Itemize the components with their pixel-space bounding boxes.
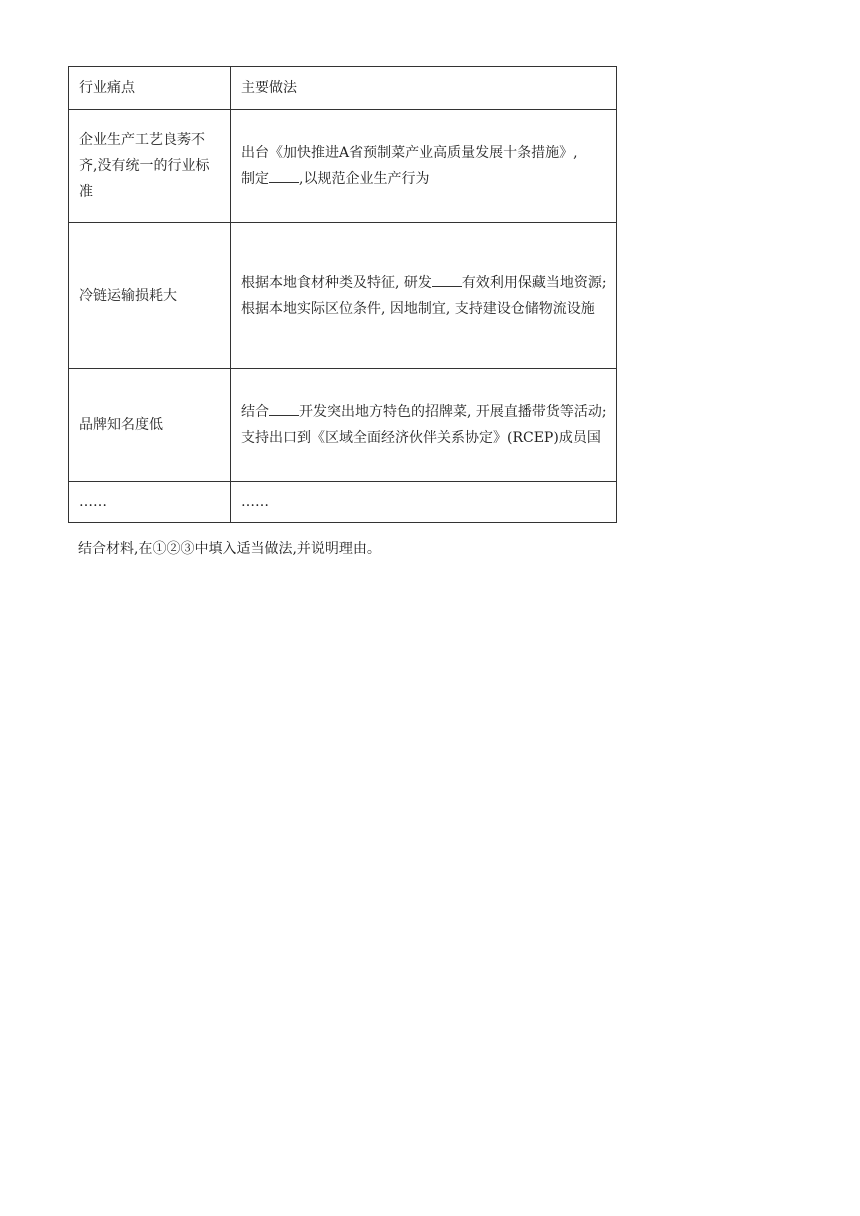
measure-text: 出台《加快推进A省预制菜产业高质量发展十条措施》, — [241, 145, 578, 161]
measure-cell: …… — [231, 482, 617, 523]
table-header-row — [69, 67, 617, 110]
issue-cell: …… — [69, 482, 231, 523]
measure-text: 制定 — [241, 171, 269, 187]
measure-paragraph: 根据本地实际区位条件, 因地制宜, 支持建设仓储物流设施 — [241, 300, 595, 317]
measure-cell — [231, 369, 617, 482]
policy-table — [68, 66, 617, 523]
fill-blank-2 — [432, 272, 462, 287]
measure-text: 有效利用保藏当地资源; — [461, 274, 607, 291]
measure-text: ,以规范企业生产行为 — [299, 171, 430, 187]
measure-paragraph — [241, 270, 608, 296]
issue-cell: 企业生产工艺良莠不齐,没有统一的行业标准 — [69, 110, 231, 223]
measure-text: 结合 — [241, 404, 269, 420]
header-pain-point: 行业痛点 — [69, 67, 231, 110]
measure-text: 根据本地食材种类及特征, 研发 — [241, 274, 432, 291]
question-prompt: 结合材料,在①②③中填入适当做法,并说明理由。 — [78, 541, 381, 557]
measure-text: 开发突出地方特色的招牌菜, 开展直播带货等活动;支持出口到《区域全面经济伙伴关系协定》(RCEP)成员国 — [241, 404, 607, 446]
measure-cell — [231, 110, 617, 223]
table-row — [69, 110, 617, 223]
issue-cell: 冷链运输损耗大 — [69, 223, 231, 369]
measure-cell — [231, 223, 617, 369]
issue-cell: 品牌知名度低 — [69, 369, 231, 482]
table-row — [69, 482, 617, 523]
fill-blank-3 — [269, 401, 299, 416]
table-row — [69, 223, 617, 369]
table-row — [69, 369, 617, 482]
header-main-measures: 主要做法 — [231, 67, 617, 110]
fill-blank-1 — [269, 168, 299, 183]
